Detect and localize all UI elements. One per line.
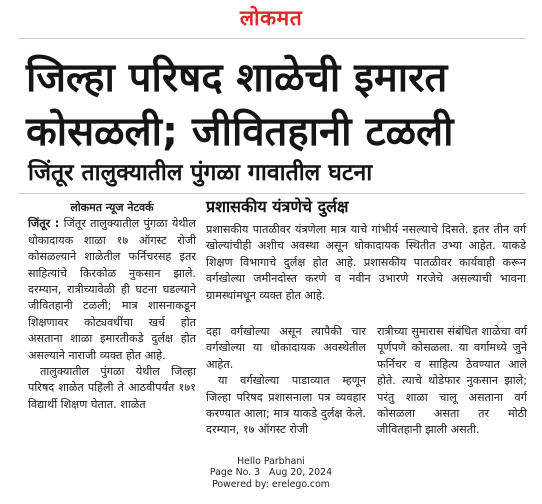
subheadline-divider [18,193,526,194]
story-paragraph-1-text: जिंतूर तालुक्यातील पुंगळा येथील धोकादायक शाळा १७ ऑगस्ट रोजी कोसळल्याने शाळेतील फर्निचरसह इतर साहित्यांचे किरकोळ नुकसान झाले. दरम्यान, रात्रीच्यावेळी ही घटना घडल्याने जीवितहानी टळली; मात्र शासनाकडून शिक्षणावर कोट्यवधींचा खर्च होत असताना शाळा इमारतीकडे दुर्लक्ष होत असल्याने नाराजी व्यक्त होत आहे. [28,217,196,362]
story-column-3-paragraph-1: रात्रीच्या सुमारास संबंधित शाळेचा वर्ग पूर्णपणे कोसळला. या वर्गामध्ये जुने फर्निचर व साहित्य ठेवण्यात आले होते. त्याचे थोडेफार नुकसान झाले; परंतु शाळा चालू असताना वर्ग कोसळला असता तर मोठी जीवितहानी झाली असती. [377,325,527,437]
box-heading: प्रशासकीय यंत्रणेचे दुर्लक्ष [206,197,349,216]
box-body [206,222,526,304]
byline: लोकमत न्यूज नेटवर्क [70,201,154,214]
headline-line-2: कोसळली; जीवितहानी टळली [26,109,454,155]
headline-line-1: जिल्हा परिषद शाळेची इमारत [26,55,448,101]
footer-powered-by: Powered by: erelego.com [212,478,330,490]
footer-page-date [0,467,542,478]
footer-edition: Hello Parbhani [237,456,305,467]
story-column-2-paragraph-1: दहा वर्गखोल्या असून त्यापैकी चार वर्गखोल्या या धोकादायक अवस्थेतील आहेत. [206,325,366,371]
story-column-2-paragraph-2: या वर्गखोल्या पाडाव्यात म्हणून जिल्हा परिषद प्रशासनाला पत्र व्यवहार करण्यात आला; मात्र याकडे दुर्लक्ष केले. दरम्यान, १७ ऑगस्ट रोजी [206,374,366,437]
newspaper-logo: लोकमत [239,6,303,30]
footer-page: Page No. 3 [209,467,261,479]
subheadline: जिंतूर तालुक्यातील पुंगळा गावातील घटना [28,160,373,186]
story-paragraph-2: तालुक्यातील पुंगळा येथील जिल्हा परिषद शाळेत पहिली ते आठवीपर्यंत १७१ विद्यार्थी शिक्षण घेतात. शाळेत [28,365,196,411]
page-footer [0,456,542,490]
footer-date: Aug 20, 2024 [269,467,333,479]
story-paragraph-1 [28,216,196,364]
masthead-divider [18,38,526,39]
story-column-2 [206,324,366,439]
box-paragraph: प्रशासकीय पातळीवर यंत्रणेला मात्र याचे गांभीर्य नसल्याचे दिसते. इतर तीन वर्ग खोल्यांचीही अशीच अवस्था असून धोकादायक स्थितीत उभ्या आहेत. याकडे शिक्षण विभागाचे दुर्लक्ष होत आहे. प्रशासकीय पातळीवर कार्यवाही करून वर्गखोल्या जमीनदोस्त करणे व नवीन उभारणे गरजेचे असल्याची भावना ग्रामस्थांमधून व्यक्त होत आहे. [206,223,526,302]
story-column-3 [377,324,527,439]
story-column-1 [28,200,196,413]
dateline: जिंतूर : [28,217,60,231]
